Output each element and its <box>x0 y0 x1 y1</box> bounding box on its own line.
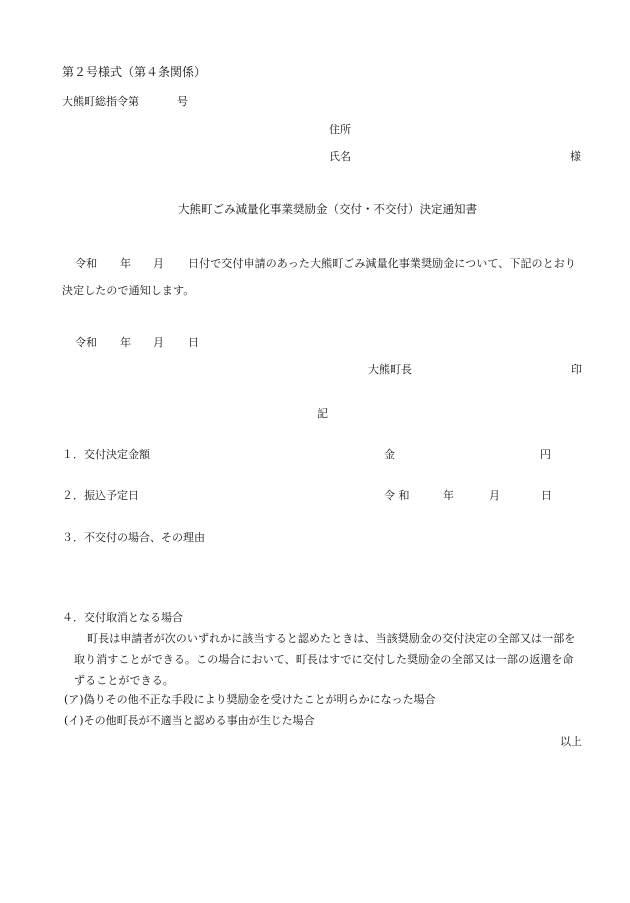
item1-label: １．交付決定金額 <box>62 448 150 461</box>
intro-month: 月 <box>153 257 165 270</box>
item4-case-b: (イ)その他町長が不適当と認める事由が生じた場合 <box>64 714 315 727</box>
name-label: 氏名 <box>329 150 351 163</box>
issue-year: 年 <box>120 336 131 349</box>
item1-amount-prefix: 金 <box>384 448 395 461</box>
intro-year: 年 <box>120 257 132 270</box>
reference-label: 大熊町総指令第 <box>62 95 139 108</box>
issue-month: 月 <box>153 336 164 349</box>
item2-day: 日 <box>541 489 552 502</box>
reference-suffix: 号 <box>177 95 188 108</box>
item1-unit: 円 <box>540 448 551 461</box>
intro-line2: 決定したので通知します。 <box>62 284 195 297</box>
item4-body-line3: ずることができる。 <box>74 674 174 687</box>
document-title: 大熊町ごみ減量化事業奨励金（交付・不交付）決定通知書 <box>178 202 477 216</box>
item4-body-line2: 取り消すことができる。この場合において、町長はすでに交付した奨励金の全部又は一部の返還を命 <box>74 653 574 666</box>
issuer-title: 大熊町長 <box>368 363 412 376</box>
item2-era: 令 和 <box>384 489 410 502</box>
item2-month: 月 <box>489 489 500 502</box>
item4-label: ４．交付取消となる場合 <box>62 611 183 624</box>
item4-case-a: (ア)偽りその他不正な手段により奨励金を受けたことが明らかになった場合 <box>64 693 436 706</box>
issue-day: 日 <box>188 336 199 349</box>
item2-label: ２．振込予定日 <box>62 489 139 502</box>
item2-year: 年 <box>443 489 454 502</box>
address-label: 住所 <box>329 123 351 136</box>
intro-era: 令和 <box>75 257 98 270</box>
ki-heading: 記 <box>317 407 328 420</box>
seal-mark: 印 <box>571 363 582 376</box>
issue-era: 令和 <box>75 336 97 349</box>
item3-label: ３．不交付の場合、その理由 <box>62 531 205 544</box>
closing-mark: 以上 <box>560 735 582 748</box>
form-number: 第２号様式（第４条関係） <box>62 65 207 79</box>
honorific: 様 <box>570 150 581 163</box>
item4-body-line1: 町長は申請者が次のいずれかに該当すると認めたときは、当該奨励金の交付決定の全部又は一部を <box>87 632 576 645</box>
intro-rest: 日付で交付申請のあった大熊町ごみ減量化事業奨励金について、下記のとおり <box>188 257 576 270</box>
